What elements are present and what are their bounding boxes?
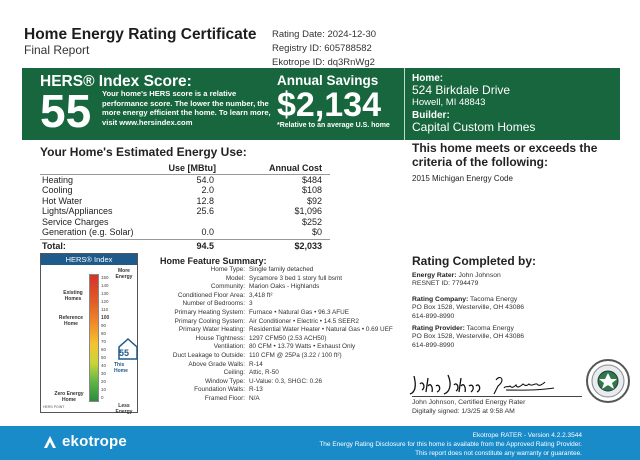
feature-row: [160, 343, 400, 352]
row-cost: $0: [311, 226, 322, 237]
feature-key: Primary Water Heating:: [178, 326, 245, 334]
col-use-header: Use [MBtu]: [168, 163, 216, 173]
ekotrope-logo-icon: [42, 434, 58, 450]
feature-key: Window Type:: [204, 377, 245, 385]
row-label: Hot Water: [42, 195, 83, 206]
feature-value: 1297 CFM50 (2.53 ACH50): [249, 334, 327, 342]
row-cost: $252: [301, 216, 322, 227]
hers-description: Your home's HERS score is a relative performance score. The lower the number, the more energy efficient the home. To learn more, visit www.hersindex.com: [102, 89, 271, 127]
gauge-existing-homes: Existing Homes: [63, 290, 83, 302]
feature-value: R-13: [249, 386, 263, 394]
row-label: Service Charges: [42, 216, 109, 227]
rating-company-phone: 614-899-8990: [412, 312, 455, 320]
row-cost: $92: [306, 195, 322, 206]
feature-value: Sycamore 3 bed 1 story full bsmt: [249, 274, 343, 282]
feature-row: [160, 361, 400, 370]
criteria-item: 2015 Michigan Energy Code: [412, 174, 513, 183]
total-cost: $2,033: [294, 241, 322, 252]
gauge-tick: 110: [101, 307, 109, 312]
gauge-tick: 90: [101, 323, 107, 328]
feature-key: House Tightness:: [195, 334, 245, 342]
home-address-line1: 524 Birkdale Drive: [412, 83, 511, 97]
feature-row: [160, 318, 400, 327]
criteria-title: This home meets or exceeds the criteria of the following:: [412, 141, 598, 169]
row-use: 25.6: [196, 206, 214, 217]
feature-value: Marion Oaks - Highlands: [249, 283, 320, 291]
ekotrope-brand: ekotrope: [62, 433, 127, 450]
rating-company-name: Tacoma Energy: [470, 296, 518, 303]
row-use: 12.8: [196, 195, 214, 206]
gauge-tick: 70: [101, 339, 107, 344]
row-use: 0.0: [201, 226, 214, 237]
feature-row: [160, 283, 400, 292]
certificate-title: Home Energy Rating Certificate: [24, 26, 257, 43]
feature-key: Ceiling:: [223, 369, 245, 377]
gauge-tick: 80: [101, 331, 107, 336]
total-use: 94.5: [196, 241, 214, 252]
gauge-tick: 150: [101, 275, 109, 280]
feature-value: R-14: [249, 360, 263, 368]
table-row: [40, 185, 330, 195]
rating-provider-address: PO Box 1528, Westerville, OH 43086: [412, 333, 525, 341]
rating-completed-title: Rating Completed by:: [412, 254, 537, 268]
row-cost: $484: [301, 175, 322, 185]
rating-date: Rating Date: 2024-12-30: [272, 29, 377, 40]
feature-key: Ventilation:: [213, 343, 245, 351]
feature-row: [160, 275, 400, 284]
annual-savings-label: Annual Savings: [277, 73, 379, 88]
feature-row: [160, 326, 400, 335]
row-label: Heating: [42, 175, 74, 185]
feature-value: Single family detached: [249, 266, 314, 273]
gauge-tick: 40: [101, 363, 107, 368]
gauge-tick: 120: [101, 299, 109, 304]
feature-value: U-Value: 0.3, SHGC: 0.26: [249, 377, 323, 385]
gauge-tick: 0: [101, 395, 104, 400]
gauge-tick: 10: [101, 387, 107, 392]
col-cost-header: Annual Cost: [269, 163, 322, 173]
band-divider: [404, 68, 405, 140]
row-label: Cooling: [42, 185, 73, 196]
footer-disclosure: The Energy Rating Disclosure for this home is available from the Approved Rating Provider.: [319, 441, 582, 448]
report-subtitle: Final Report: [24, 43, 90, 57]
feature-value: Air Conditioner • Electric • 14.5 SEER2: [249, 317, 359, 325]
feature-row: [160, 352, 400, 361]
table-row: [40, 175, 330, 185]
annual-savings-value: $2,134: [277, 86, 381, 124]
total-label: Total:: [42, 241, 66, 252]
rating-provider-block: [412, 325, 524, 350]
table-row: [40, 196, 330, 206]
footer-disclaimer: This report does not constitute any warranty or guarantee.: [415, 450, 582, 457]
energy-use-title: Your Home's Estimated Energy Use:: [40, 145, 247, 159]
hers-score-label: HERS® Index Score:: [40, 73, 192, 90]
gauge-tick: 140: [101, 283, 109, 288]
feature-key: Framed Floor:: [204, 394, 245, 402]
gauge-tick: 50: [101, 355, 107, 360]
home-address-line2: Howell, MI 48843: [412, 97, 486, 108]
footer-version: Ekotrope RATER - Version 4.2.2.3544: [472, 432, 582, 439]
table-row: [40, 217, 330, 227]
builder-label: Builder:: [412, 110, 450, 121]
row-cost: $1,096: [294, 206, 322, 217]
feature-key: Home Type:: [210, 266, 245, 273]
feature-value: Attic, R-50: [249, 369, 279, 377]
feature-value: Furnace • Natural Gas • 96.3 AFUE: [249, 308, 350, 316]
energy-rater-name: John Johnson: [458, 272, 501, 279]
summary-band: [22, 68, 620, 140]
table-row: [40, 227, 330, 237]
feature-value: 3,418 ft²: [249, 291, 273, 299]
row-cost: $108: [301, 185, 322, 196]
signature-line: [412, 396, 582, 397]
gauge-more-energy: More Energy: [115, 268, 133, 280]
certification-seal-icon: [585, 358, 631, 404]
feature-value: N/A: [249, 394, 260, 402]
row-label: Lights/Appliances: [42, 206, 113, 217]
feature-summary-list: [160, 266, 400, 404]
feature-key: Duct Leakage to Outside:: [172, 351, 245, 359]
feature-key: Number of Bedrooms:: [182, 300, 245, 308]
gauge-reference-home: Reference Home: [58, 315, 84, 327]
ekotrope-id: Ekotrope ID: dq3RnWg2: [272, 57, 375, 68]
home-label: Home:: [412, 73, 444, 84]
gauge-less-energy: Less Energy: [115, 403, 133, 415]
feature-value: Residential Water Heater • Natural Gas • 0.69 UEF: [249, 326, 393, 334]
energy-use-table: [40, 163, 330, 251]
feature-row: [160, 300, 400, 309]
hers-index-gauge: [40, 253, 138, 413]
rating-provider-name: Tacoma Energy: [466, 325, 514, 332]
gauge-tick: 30: [101, 371, 107, 376]
gauge-zero-energy-home: Zero Energy Home: [54, 391, 84, 403]
footer-bar: [0, 426, 640, 460]
energy-rater-label: Energy Rater:: [412, 272, 457, 279]
this-home-label: This Home: [114, 362, 128, 374]
feature-key: Primary Cooling System:: [174, 317, 245, 325]
gauge-tick: 100: [101, 315, 110, 321]
feature-row: [160, 335, 400, 344]
rating-company-label: Rating Company:: [412, 296, 469, 303]
row-label: Generation (e.g. Solar): [42, 226, 134, 237]
gauge-tick: 130: [101, 291, 109, 296]
feature-value: 3: [249, 300, 253, 308]
signature-image: [406, 370, 586, 398]
rating-provider-phone: 614-899-8990: [412, 341, 455, 349]
rating-company-address: PO Box 1528, Westerville, OH 43086: [412, 304, 525, 312]
feature-key: Above Grade Walls:: [188, 360, 245, 368]
feature-row: [160, 369, 400, 378]
energy-use-total-row: [40, 239, 330, 251]
feature-row: [160, 292, 400, 301]
feature-value: 80 CFM • 13.79 Watts • Exhaust Only: [249, 343, 356, 351]
feature-row: [160, 386, 400, 395]
signature-date: Digitally signed: 1/3/25 at 9:58 AM: [412, 408, 515, 415]
table-row: [40, 206, 330, 216]
feature-row: [160, 378, 400, 387]
row-use: 54.0: [196, 175, 214, 185]
energy-use-header: [40, 163, 330, 175]
rating-provider-label: Rating Provider:: [412, 325, 465, 332]
registry-id: Registry ID: 605788582: [272, 43, 372, 54]
feature-key: Foundation Walls:: [194, 386, 245, 394]
feature-key: Conditioned Floor Area:: [177, 291, 245, 299]
gauge-footer: HERS POINT: [43, 405, 65, 409]
builder-name: Capital Custom Homes: [412, 120, 536, 134]
gauge-color-bar: [89, 274, 99, 402]
feature-key: Primary Heating System:: [174, 308, 245, 316]
feature-key: Model:: [225, 274, 245, 282]
energy-rater-block: [412, 272, 501, 289]
hers-score-value: 55: [40, 85, 92, 137]
feature-value: 110 CFM @ 25Pa (3.22 / 100 ft²): [249, 351, 342, 359]
gauge-title: HERS® Index: [41, 254, 137, 265]
feature-key: Community:: [210, 283, 245, 291]
annual-savings-note: *Relative to an average U.S. home: [277, 122, 390, 129]
feature-summary-title: Home Feature Summary:: [160, 256, 267, 266]
gauge-tick: 20: [101, 379, 107, 384]
resnet-id: RESNET ID: 7794479: [412, 280, 479, 288]
this-home-score: 55: [119, 348, 130, 358]
gauge-tick: 60: [101, 347, 107, 352]
rating-company-block: [412, 296, 524, 321]
feature-row: [160, 309, 400, 318]
feature-row: [160, 395, 400, 404]
row-use: 2.0: [201, 185, 214, 196]
feature-row: [160, 266, 400, 275]
signature-name: John Johnson, Certified Energy Rater: [412, 399, 526, 406]
